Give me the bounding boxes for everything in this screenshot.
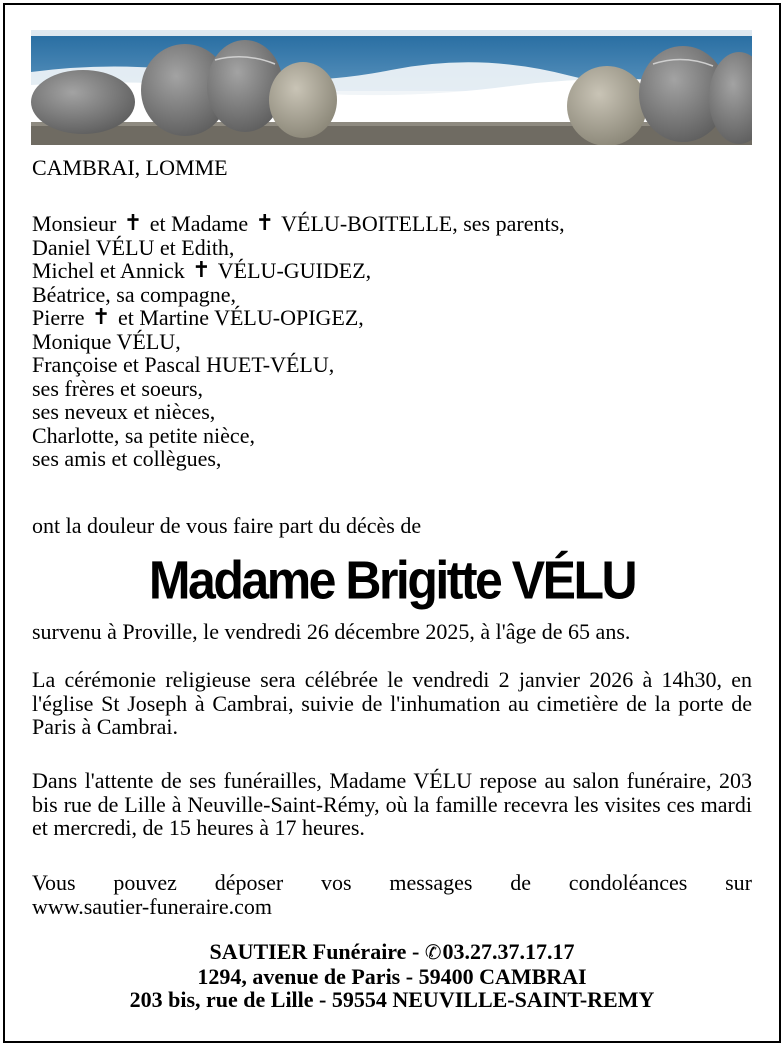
deceased-name: Madame Brigitte VÉLU: [148, 549, 636, 611]
condolences-line: Vous pouvez déposer vos messages de condoléances sur: [32, 870, 752, 895]
cross-icon: ✝: [192, 258, 211, 283]
footer-phone: 03.27.37.17.17: [442, 939, 575, 964]
family-line: Michel et Annick ✝ VÉLU-GUIDEZ,: [32, 258, 372, 283]
cross-icon: ✝: [255, 211, 275, 236]
cross-icon: ✝: [92, 305, 111, 330]
family-line: Béatrice, sa compagne,: [32, 281, 237, 307]
family-line: Pierre ✝ et Martine VÉLU-OPIGEZ,: [32, 305, 364, 330]
cross-icon: ✝: [123, 211, 143, 236]
family-line: ses neveux et nièces,: [32, 399, 216, 424]
phone-icon: ✆: [424, 940, 442, 964]
ceremony-paragraph: La cérémonie religieuse sera célébrée le vendredi 2 janvier 2026 à 14h30, en l'église St Joseph à Cambrai, suivie de l'inhumation au cimetière de la porte de Paris à Cambrai.: [32, 667, 752, 739]
visitation-paragraph: Dans l'attente de ses funérailles, Madame VÉLU repose au salon funéraire, 203 bis rue de Lille à Neuville-Saint-Rémy, où la famille recevra les visites ces mardi et mercredi, de 15 heures à 17 heures.: [32, 768, 752, 840]
banner-image-stones: [31, 30, 752, 145]
footer-address-2: 203 bis, rue de Lille - 59554 NEUVILLE-SAINT-REMY: [129, 987, 655, 1012]
family-line: Monique VÉLU,: [32, 328, 181, 354]
family-list: [32, 212, 752, 471]
footer-address-1: 1294, avenue de Paris - 59400 CAMBRAI: [197, 963, 587, 989]
announcement-intro: ont la douleur de vous faire part du décès de: [32, 513, 422, 538]
family-line: ses frères et soeurs,: [32, 375, 204, 401]
funeral-home-footer: [0, 940, 784, 1012]
condolences-website-link[interactable]: www.sautier-funeraire.com: [32, 893, 273, 919]
location-heading: CAMBRAI, LOMME: [32, 155, 228, 180]
condolences-paragraph: [32, 871, 752, 918]
family-line: ses amis et collègues,: [32, 446, 222, 471]
family-line: Charlotte, sa petite nièce,: [32, 422, 255, 448]
footer-company-line: SAUTIER Funéraire - ✆03.27.37.17.17: [209, 939, 575, 964]
family-line: Françoise et Pascal HUET-VÉLU,: [32, 352, 335, 377]
family-line: Monsieur ✝ et Madame ✝ VÉLU-BOITELLE, ses parents,: [32, 211, 565, 236]
family-line: Daniel VÉLU et Edith,: [32, 234, 235, 260]
death-details: survenu à Proville, le vendredi 26 décembre 2025, à l'âge de 65 ans.: [32, 619, 631, 644]
